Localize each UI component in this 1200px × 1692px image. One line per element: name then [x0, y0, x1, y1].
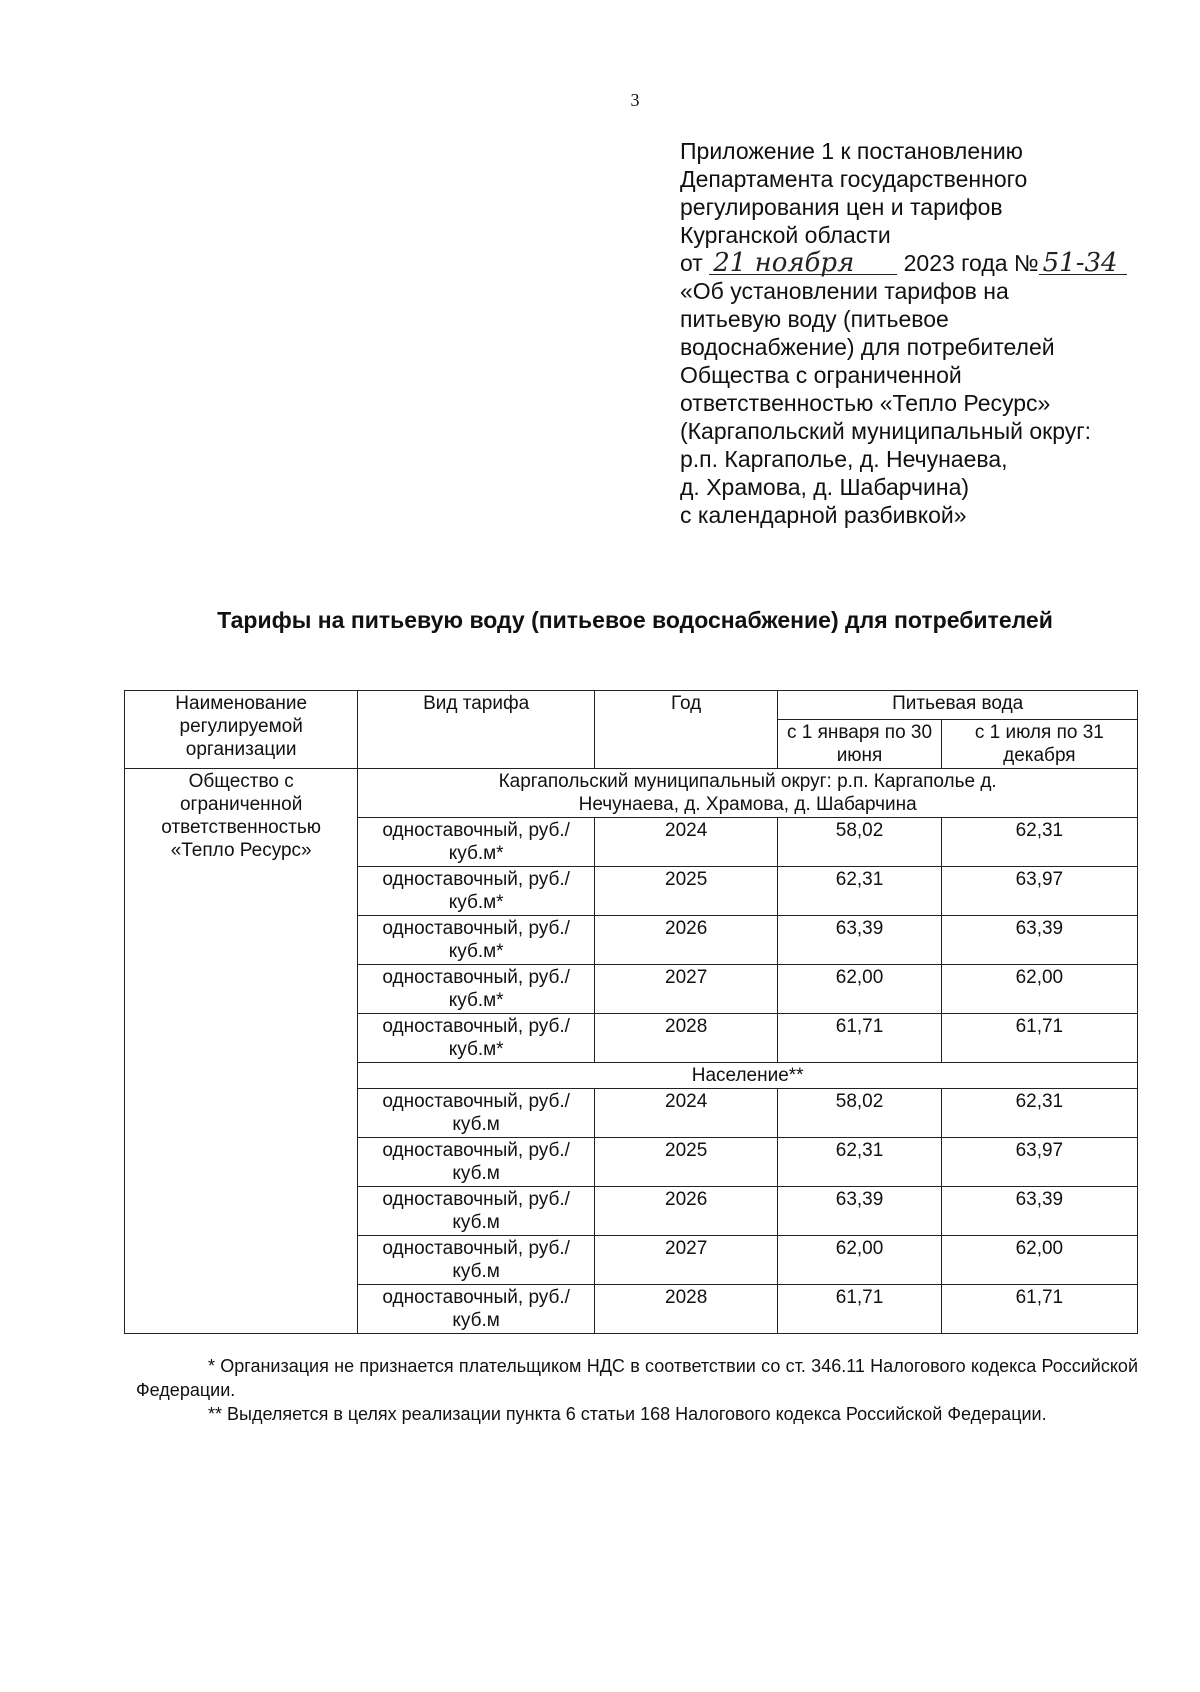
handwritten-number: 51-34: [1039, 252, 1127, 275]
subject-line: р.п. Каргаполье, д. Нечунаева,: [680, 446, 1008, 472]
year-cell: 2026: [594, 916, 777, 965]
price-period-2-cell: 63,97: [941, 1138, 1137, 1187]
subject-line: Общества с ограниченной: [680, 362, 962, 388]
document-title: Тарифы на питьевую воду (питьевое водоснабжение) для потребителей: [217, 607, 1053, 633]
year-cell: 2028: [594, 1014, 777, 1063]
price-period-2-cell: 62,00: [941, 965, 1137, 1014]
header-period-1: с 1 января по 30 июня: [778, 720, 941, 769]
section-row: [125, 769, 1138, 818]
price-period-1-cell: 61,71: [778, 1014, 941, 1063]
subject-line: «Об установлении тарифов на: [680, 278, 1009, 304]
appendix-line: Департамента государственного: [680, 166, 1028, 192]
year-cell: 2025: [594, 1138, 777, 1187]
price-period-2-cell: 61,71: [941, 1014, 1137, 1063]
price-period-1-cell: 58,02: [778, 818, 941, 867]
tariff-table-body: [125, 691, 1138, 1334]
header-org: Наименование регулируемой организации: [125, 691, 358, 769]
section-heading: Каргапольский муниципальный округ: р.п. Каргаполье д. Нечунаева, д. Храмова, д. Шабарчина: [358, 769, 1138, 818]
price-period-2-cell: 63,39: [941, 916, 1137, 965]
year-cell: 2024: [594, 818, 777, 867]
price-period-2-cell: 62,31: [941, 818, 1137, 867]
tariff-type-cell: одноставочный, руб./куб.м: [358, 1187, 595, 1236]
tariff-type-cell: одноставочный, руб./куб.м*: [358, 965, 595, 1014]
page-number: 3: [630, 90, 640, 110]
tariff-type-cell: одноставочный, руб./куб.м*: [358, 818, 595, 867]
tariff-table: [124, 690, 1138, 1334]
price-period-1-cell: 61,71: [778, 1285, 941, 1334]
appendix-date-line: [680, 249, 1140, 277]
header-tariff-type: Вид тарифа: [358, 691, 595, 769]
tariff-type-cell: одноставочный, руб./куб.м: [358, 1138, 595, 1187]
handwritten-date: 21 ноября: [709, 252, 897, 275]
date-prefix: от: [680, 250, 703, 276]
price-period-1-cell: 63,39: [778, 916, 941, 965]
tariff-type-cell: одноставочный, руб./куб.м*: [358, 867, 595, 916]
price-period-1-cell: 62,00: [778, 1236, 941, 1285]
header-water: Питьевая вода: [778, 691, 1138, 720]
tariff-type-cell: одноставочный, руб./куб.м*: [358, 1014, 595, 1063]
tariff-type-cell: одноставочный, руб./куб.м: [358, 1285, 595, 1334]
price-period-2-cell: 63,39: [941, 1187, 1137, 1236]
subject-line: питьевую воду (питьевое: [680, 306, 949, 332]
subject-line: д. Храмова, д. Шабарчина): [680, 474, 970, 500]
price-period-1-cell: 58,02: [778, 1089, 941, 1138]
appendix-line: регулирования цен и тарифов: [680, 194, 1003, 220]
appendix-line: Курганской области: [680, 222, 891, 248]
tariff-type-cell: одноставочный, руб./куб.м: [358, 1236, 595, 1285]
subject-line: (Каргапольский муниципальный округ:: [680, 418, 1092, 444]
year-cell: 2027: [594, 965, 777, 1014]
price-period-1-cell: 63,39: [778, 1187, 941, 1236]
footnotes: [136, 1354, 1138, 1426]
year-cell: 2026: [594, 1187, 777, 1236]
header-row: [125, 691, 1138, 720]
date-year: 2023 года №: [903, 250, 1039, 276]
year-cell: 2028: [594, 1285, 777, 1334]
tariff-type-cell: одноставочный, руб./куб.м*: [358, 916, 595, 965]
footnote-population: ** Выделяется в целях реализации пункта 6 статьи 168 Налогового кодекса Российской Федерации.: [208, 1404, 1047, 1424]
header-period-2: с 1 июля по 31 декабря: [941, 720, 1137, 769]
price-period-1-cell: 62,31: [778, 867, 941, 916]
subject-line: ответственностью «Тепло Ресурс»: [680, 390, 1051, 416]
appendix-line: Приложение 1 к постановлению: [680, 138, 1023, 164]
price-period-1-cell: 62,00: [778, 965, 941, 1014]
subject-line: водоснабжение) для потребителей: [680, 334, 1055, 360]
tariff-type-cell: одноставочный, руб./куб.м: [358, 1089, 595, 1138]
subject-line: с календарной разбивкой»: [680, 502, 967, 528]
header-year: Год: [594, 691, 777, 769]
year-cell: 2024: [594, 1089, 777, 1138]
organization-cell: Общество с ограниченной ответственностью «Тепло Ресурс»: [125, 769, 358, 1334]
price-period-2-cell: 63,97: [941, 867, 1137, 916]
price-period-2-cell: 62,00: [941, 1236, 1137, 1285]
section-heading-population: Население**: [358, 1063, 1138, 1089]
appendix-block: [680, 137, 1140, 529]
price-period-2-cell: 61,71: [941, 1285, 1137, 1334]
year-cell: 2027: [594, 1236, 777, 1285]
footnote-vat: * Организация не признается плательщиком НДС в соответствии со ст. 346.11 Налогового кодекса Российской Федерации.: [136, 1356, 1138, 1400]
price-period-2-cell: 62,31: [941, 1089, 1137, 1138]
price-period-1-cell: 62,31: [778, 1138, 941, 1187]
year-cell: 2025: [594, 867, 777, 916]
